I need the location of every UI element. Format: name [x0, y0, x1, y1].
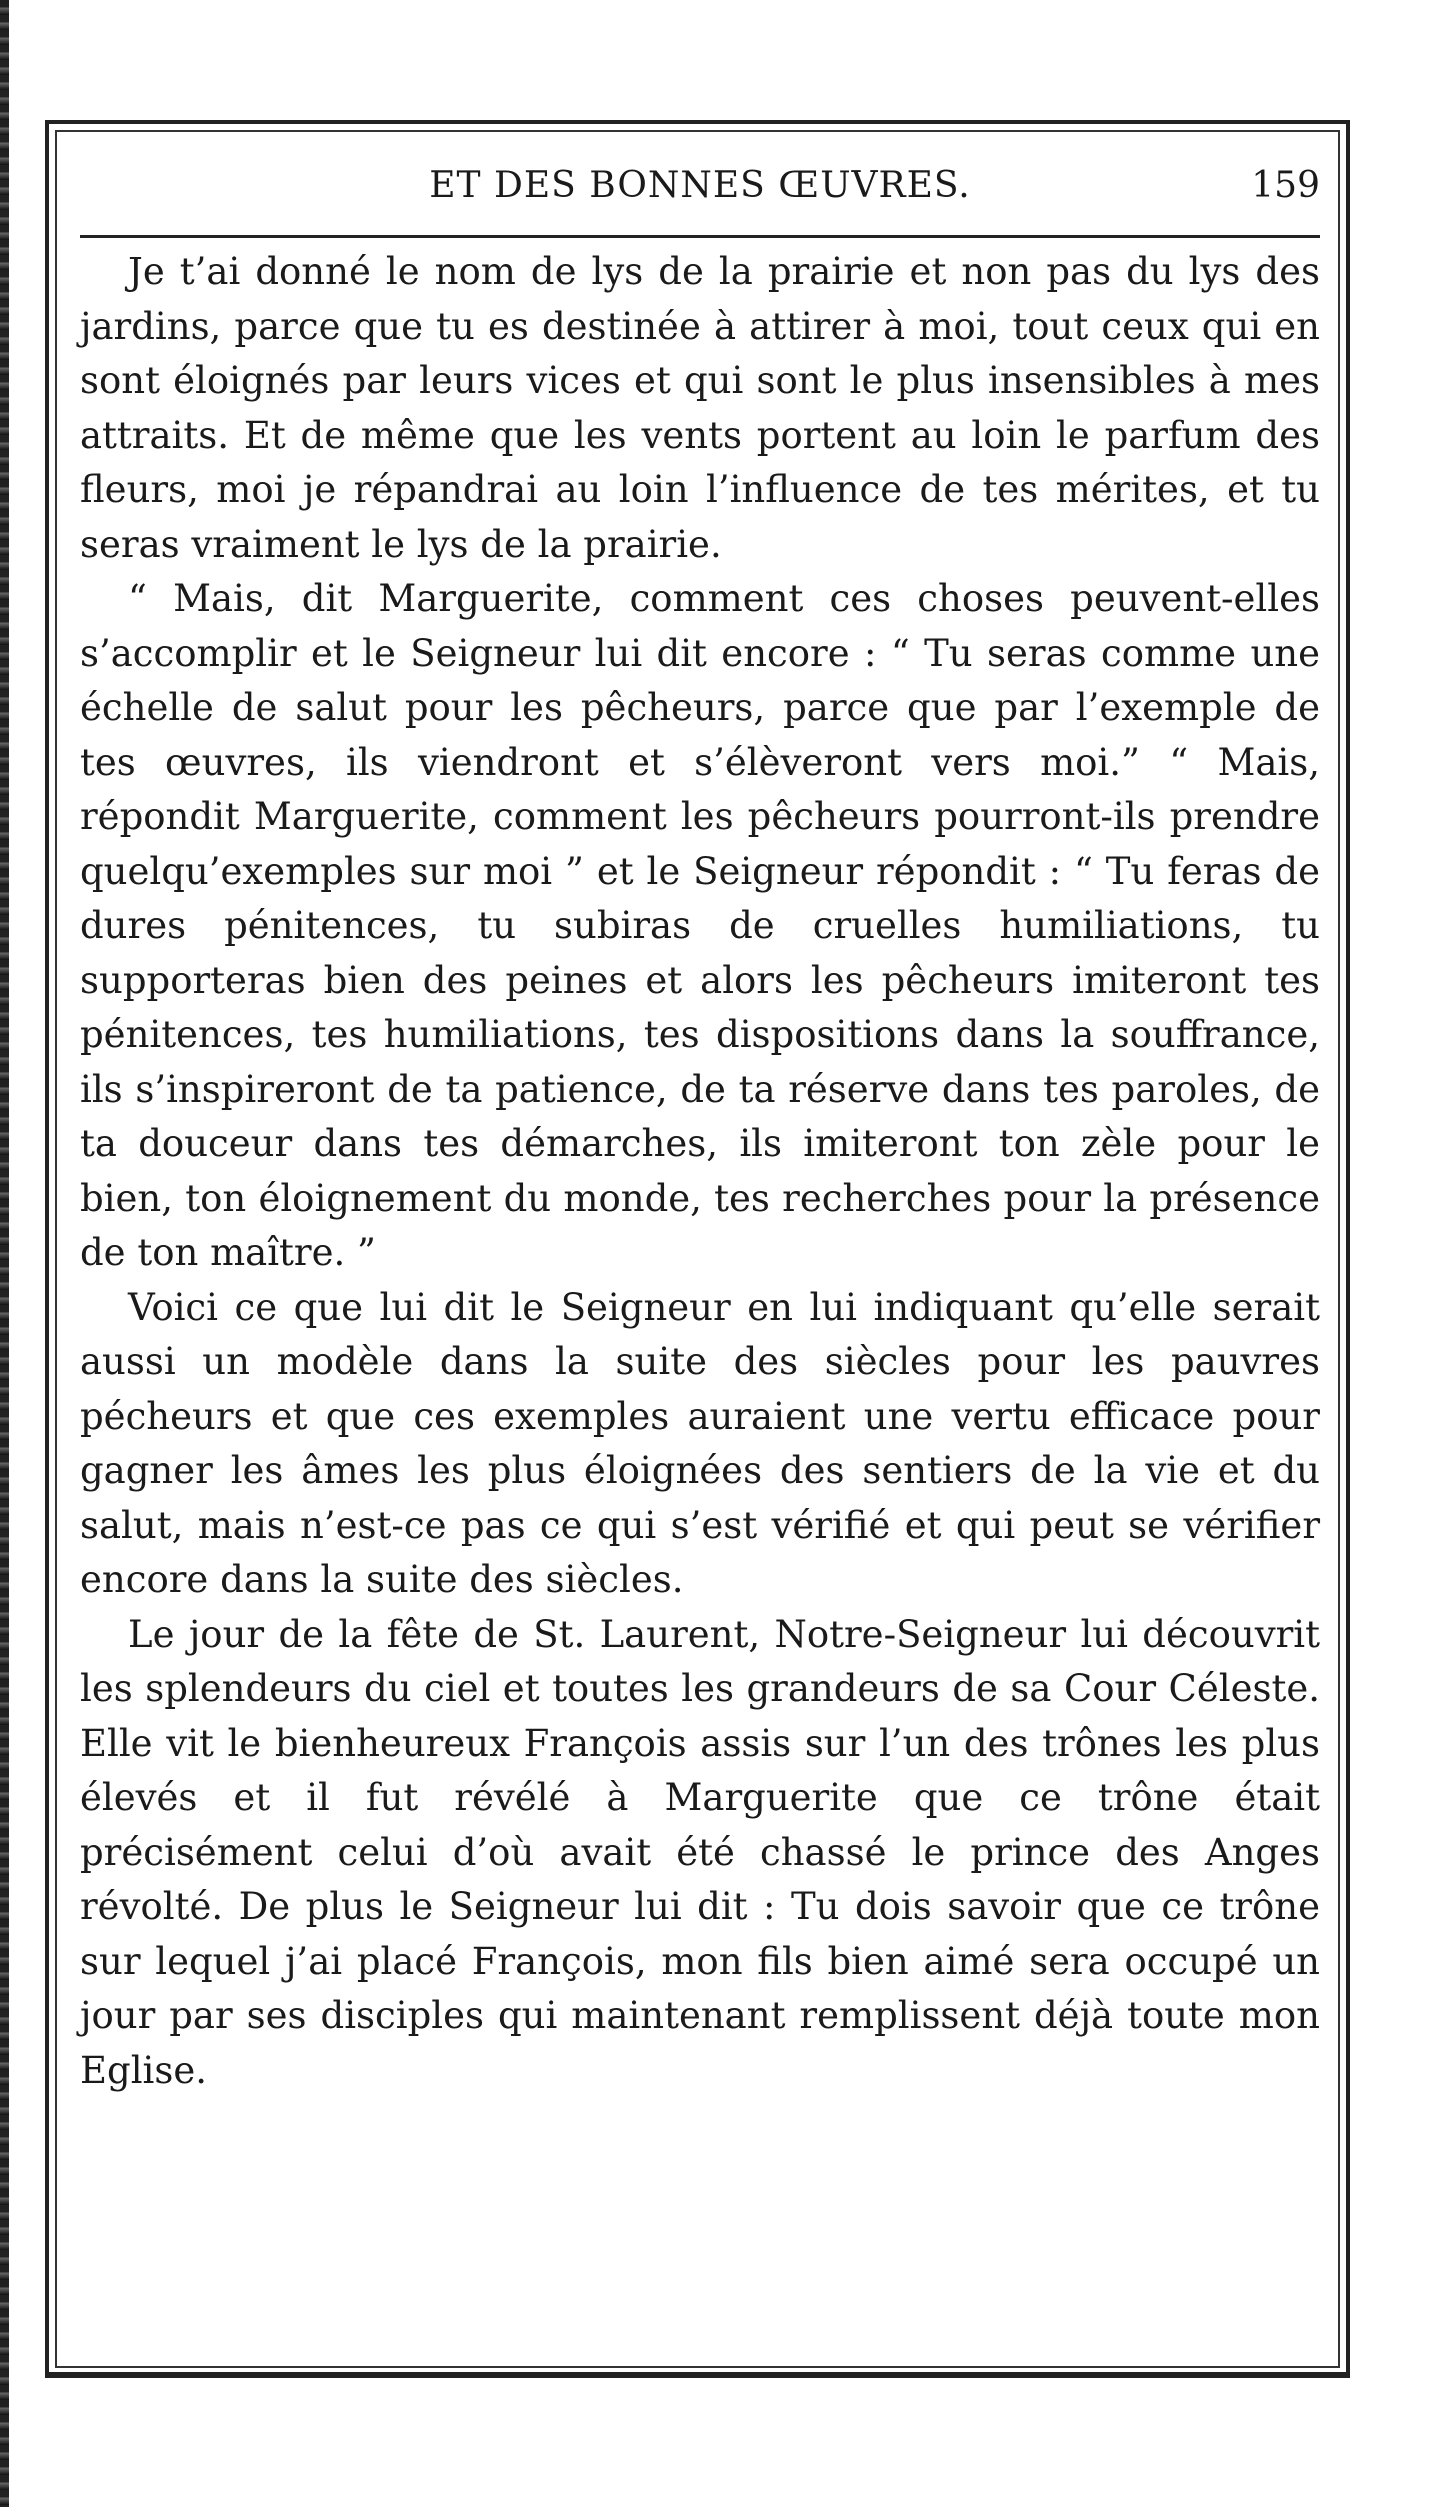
running-title: ET DES BONNES ŒUVRES.: [429, 165, 971, 206]
scan-edge: [0, 0, 9, 2507]
page-header: [80, 156, 1320, 216]
paragraph: Voici ce que lui dit le Seigneur en lui indiquant qu’elle serait aussi un modèle dans la suite des siècles pour les pauvres pécheurs et que ces exemples auraient une vertu efficace pour gagner les âmes les plus éloignées des sentiers de la vie et du salut, mais n’est-ce pas ce qui s’est vérifié et qui peut se vérifier encore dans la suite des siècles.: [80, 1285, 1320, 1601]
paragraph: Je t’ai donné le nom de lys de la prairie et non pas du lys des jardins, parce que tu es destinée à attirer à moi, tout ceux qui en sont éloignés par leurs vices et qui sont le plus insensibles à mes attraits. Et de même que les vents portent au loin le parfum des fleurs, moi je répandrai au loin l’influence de tes mérites, et tu seras vraiment le lys de la prairie.: [80, 250, 1320, 566]
bottom-rule: [45, 2372, 1350, 2375]
paragraph: Le jour de la fête de St. Laurent, Notre-Seigneur lui découvrit les splendeurs du ciel et toutes les grandeurs de sa Cour Céleste. Elle vit le bienheureux François assis sur l’un des trônes les plus élevés et il fut révélé à Marguerite que ce trône était précisément celui d’où avait été chassé le prince des Anges révolté. De plus le Seigneur lui dit : Tu dois savoir que ce trône sur lequel j’ai placé François, mon fils bien aimé sera occupé un jour par ses disciples qui maintenant remplissent déjà toute mon Eglise.: [80, 1612, 1320, 2092]
page-number: 159: [1251, 165, 1320, 206]
body-text: [80, 245, 1320, 2098]
paragraph: “ Mais, dit Marguerite, comment ces choses peuvent-elles s’accomplir et le Seigneur lui dit encore : “ Tu seras comme une échelle de salut pour les pêcheurs, parce que par l’exemple de tes œuvres, ils viendront et s’élèveront vers moi.” “ Mais, répondit Marguerite, comment les pêcheurs pourront-ils prendre quelqu’exemples sur moi ” et le Seigneur répondit : “ Tu feras de dures pénitences, tu subiras de cruelles humiliations, tu supporteras bien des peines et alors les pêcheurs imiteront tes pénitences, tes humiliations, tes dispositions dans la souffrance, ils s’inspireront de ta patience, de ta réserve dans tes paroles, de ta douceur dans tes démarches, ils imiteront ton zèle pour le bien, ton éloignement du monde, tes recherches pour la présence de ton maître. ”: [80, 577, 1320, 1274]
header-rule: [80, 235, 1320, 238]
